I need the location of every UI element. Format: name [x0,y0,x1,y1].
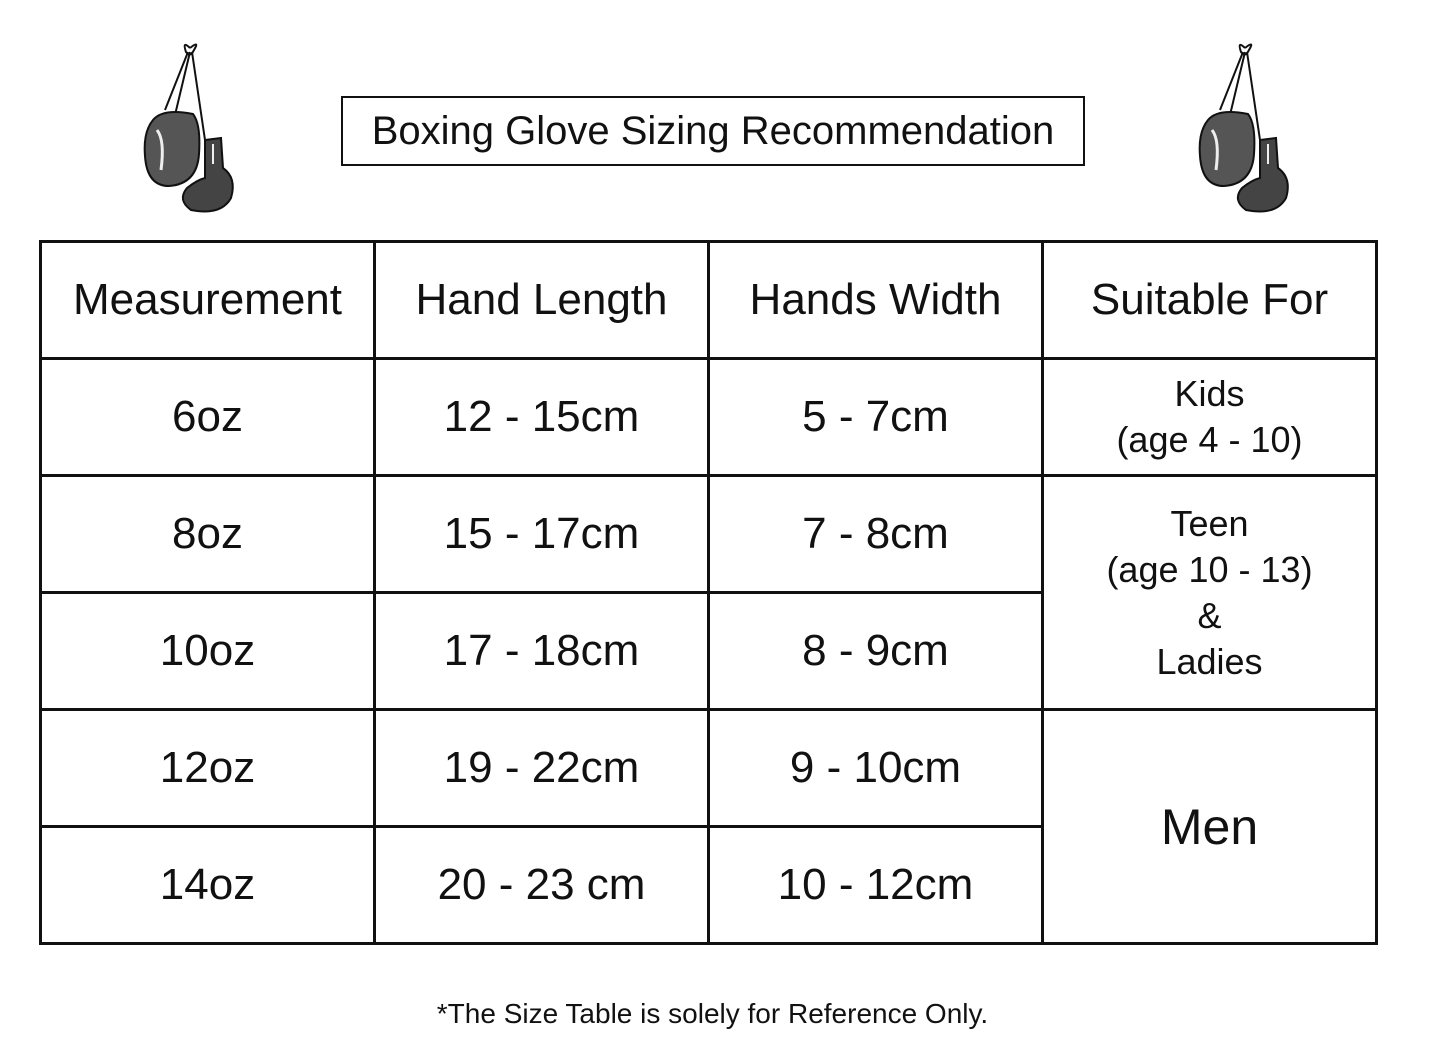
hands-width-cell: 5 - 7cm [709,359,1043,476]
suitable-label: Ladies [1156,640,1263,682]
header-suitable-for: Suitable For [1043,242,1377,359]
measurement-cell: 12oz [41,710,375,827]
table-row [41,476,1377,593]
suitable-label: Kids [1174,373,1245,414]
table-header-row [41,242,1377,359]
footer-note: *The Size Table is solely for Reference Only. [436,998,989,1029]
hand-length-cell: 20 - 23 cm [375,827,709,944]
ampersand: & [1197,594,1222,636]
hand-length-cell: 19 - 22cm [375,710,709,827]
suitable-age: (age 10 - 13) [1106,548,1313,590]
hands-width-cell: 7 - 8cm [709,476,1043,593]
suitable-teen-cell [1043,476,1377,710]
measurement-cell: 6oz [41,359,375,476]
header-hands-width: Hands Width [709,242,1043,359]
hands-width-cell: 8 - 9cm [709,593,1043,710]
boxing-gloves-icon [135,40,245,220]
header-measurement: Measurement [41,242,375,359]
measurement-cell: 8oz [41,476,375,593]
suitable-men-cell: Men [1043,710,1377,944]
suitable-age: (age 4 - 10) [1116,419,1303,460]
table-row [41,710,1377,827]
hands-width-cell: 10 - 12cm [709,827,1043,944]
header-hand-length: Hand Length [375,242,709,359]
measurement-cell: 10oz [41,593,375,710]
suitable-label: Teen [1170,502,1249,544]
measurement-cell: 14oz [41,827,375,944]
hand-length-cell: 15 - 17cm [375,476,709,593]
boxing-gloves-icon [1190,40,1300,220]
sizing-table [39,240,1378,945]
page-title: Boxing Glove Sizing Recommendation [341,96,1085,166]
hands-width-cell: 9 - 10cm [709,710,1043,827]
suitable-kids-cell [1043,359,1377,476]
hand-length-cell: 17 - 18cm [375,593,709,710]
table-row [41,359,1377,476]
hand-length-cell: 12 - 15cm [375,359,709,476]
